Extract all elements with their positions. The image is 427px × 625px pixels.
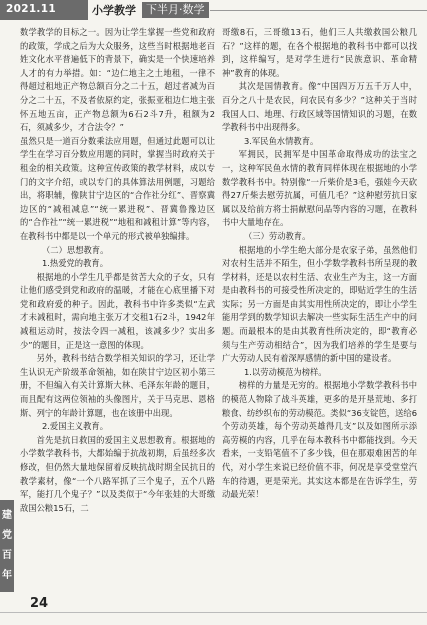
paragraph: 另外，教科书结合数学相关知识的学习，还让学生认识无产阶级革命领袖，如在陕甘宁边区初小第三册，不但编入有关计算斯大林、毛泽东年龄的题目，而且配有这两位领袖的头像图片，关于马克思、恩格斯、列宁的年龄计算题，也在该册中出现。: [20, 353, 215, 418]
right-column: [222, 26, 417, 502]
side-tab-char: 建: [2, 510, 12, 521]
side-tab-char: 年: [2, 570, 12, 581]
paragraph: 数学教学的目标之一。因为让学生掌握一些党和政府的政策，学成之后为大众服务，这些当时根据地老百姓文化水平普遍低下的背景下，确实是一个快速培养人才的有力举措。如：“边仁地主之土地租，一律不得超过租地正产物总额百分之二十五，超过者减为百分之二十五，不及者依原约定，张振亚租边仁地主张怀五地五亩，正产物总额为6石2斗7升，租额为2石，须减多少，才合法令？”: [20, 27, 215, 133]
paragraph: 军拥民，民拥军是中国革命取得成功的法宝之一，这种军民鱼水情的教育同样体现在根据地的小学数学教科书中。特别像“一斤柴价是3毛，强娃今天砍得27斤柴去慰劳抗属，可值几毛？”这种慰劳抗日家属以及给前方将士捐献慰问品等内容的习题，在教科书中大量地存在。: [222, 149, 417, 228]
paragraph: 其次是国情教育。像“中国四万万五千万人中，百分之八十是农民，问农民有多少？”这种关于当时我国人口、地理、行政区域等国情知识的习题，在数学教科书中出现得多。: [222, 81, 417, 133]
magazine-title: 小学教学: [92, 4, 136, 17]
header-date-box: [0, 0, 88, 20]
paragraph: 首先是抗日救国的爱国主义思想教育。根据地的小学数学教科书，大都始编于抗战初期，后虽经多次修改，但仍然大量地保留着反映抗战时期全民抗日的教学素材，像“一个八路军抓了三个鬼子，五个八路军，能打几个鬼子？”以及类似于“今年张娃的大哥缴敌国公粮15石，二: [20, 434, 215, 513]
subsection-heading: 1.热爱党的教育。: [42, 258, 108, 269]
side-tab-char: 百: [2, 550, 12, 561]
issue-date: 2021.11: [6, 3, 56, 15]
header-rule: [210, 10, 427, 11]
side-tab: [0, 500, 14, 592]
paragraph: 虽然只是一道百分数乘法应用题，但通过此题可以让学生在学习百分数应用题的同时，掌握当时政府关于租金的相关政策。这种宣传政策的教学材料，成以专门的文字介绍，或以专门的具体算法用例题，习题给出，将职辅，像陕甘宁边区的“合作社分红”、晋察冀边区的“减租减息”“统一累进税”、晋冀鲁豫边区的“合作社”“统一累进税”“地租和减租计算”等内容，在教科书中都是以一个单元的形式被单独编排。: [20, 135, 215, 241]
side-tab-char: 党: [2, 530, 12, 541]
section-heading: （二）思想教育。: [42, 244, 109, 255]
section-heading: （三）劳动教育。: [244, 230, 311, 241]
subsection-heading: 3.军民鱼水情教育。: [244, 135, 319, 146]
bottom-rule: [0, 612, 427, 613]
section-label: 下半月·数学: [142, 2, 209, 18]
subsection-heading: 2.爱国主义教育。: [42, 421, 108, 432]
subsection-heading: 1.以劳动模范为榜样。: [244, 366, 327, 377]
paragraph: 根据地的小学生几乎都是贫苦大众的子女，只有让他们感受到党和政府的温暖，才能在心底里播下对党和政府爱的种子。因此，教科书中许多类似“左武才未减租时，需向地主张万才交租1石2斗，1942年减租运动时，按法令四一减租，该减多少？实出多少”的题目，正是这一意图的体现。: [20, 271, 215, 350]
paragraph: 榜样的力量是无穷的。根据地小学数学教科书中的模范人物除了战斗英雄，更多的是开垦荒地、多打粮食、纺纱织布的劳动模范。类似“36支锭笆，送给6个劳动英雄，每个劳动英雄得几支”以及如图所示添高劳模的内容，几乎在每本教科书中都能找到。今天看来，一支铅笔值不了多少钱，但在那艰难困苦的年代，对小学生来说已经价值不菲，何况是享受堂堂汽车的待遇，更是荣光。其实这本都是在告诉学生，劳动最光荣！: [222, 380, 417, 500]
left-column: [20, 26, 215, 515]
paragraph: 哥缴8石，三哥缴13石，他们三人共缴救国公粮几石？”这样的题，在各个根据地的教科书中都可以找到，这样编写，是对学生进行“民族意识、革命精神”教育的体现。: [222, 27, 417, 78]
page-number: 24: [30, 596, 49, 611]
page-header: [0, 0, 427, 20]
paragraph: 根据地的小学生绝大部分是农家子弟，虽然他们对农村生活并不陌生，但小学数学教科书所呈现的教学材料，还是以农村生活、农业生产为主，这一方面是由教科书的可接受性所决定的，即贴近学生的生活实际；另一方面是由其实用性所决定的，即让小学生能用学到的数学知识去解决一些实际生活生产中的问题。而最根本的是由其教育性所决定的，即“教育必须与生产劳动相结合”，因为我们培养的学生是要与广大劳动人民有着深厚感情的新中国的建设者。: [222, 244, 417, 364]
